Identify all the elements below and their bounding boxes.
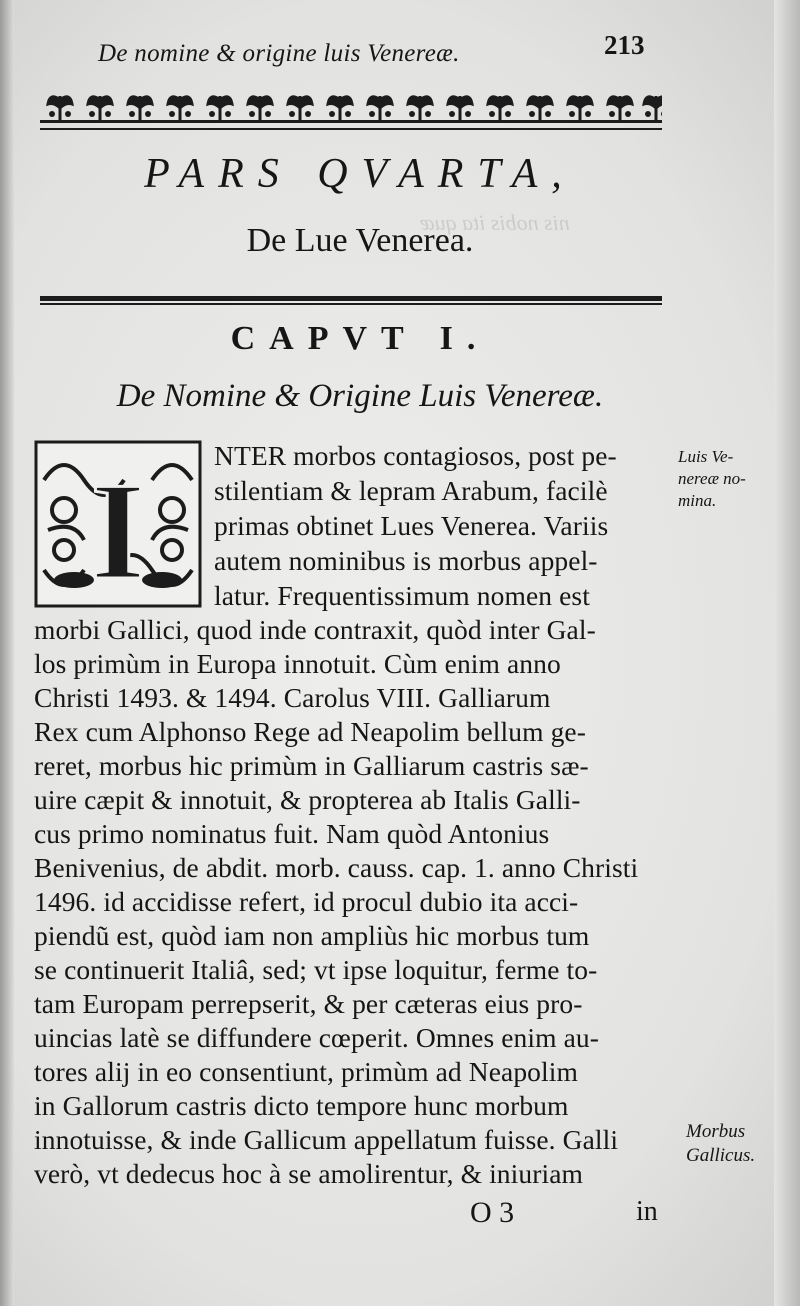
page-edge-shadow (774, 0, 800, 1306)
page-number: 213 (604, 30, 645, 60)
signature-mark: O 3 (470, 1196, 515, 1229)
body-line: autem nominibus is morbus appel- (214, 545, 598, 576)
marginal-note-morbus-gallicus (686, 1120, 755, 1168)
marginal-line: Gallicus. (686, 1145, 756, 1166)
body-line: Christi 1493. & 1494. Carolus VIII. Galliarum (34, 682, 551, 713)
running-head: De nomine & origine luis Venereæ. (98, 40, 460, 67)
body-line: verò, vt dedecus hoc à se amolirentur, & iniuriam (34, 1158, 584, 1189)
body-line: primas obtinet Lues Venerea. Variis (214, 510, 609, 541)
marginal-line: Luis Ve- (678, 447, 734, 466)
body-line: in Gallorum castris dicto tempore hunc morbum (34, 1090, 569, 1121)
marginal-line: Morbus (686, 1121, 746, 1142)
marginal-line: mina. (678, 491, 717, 510)
body-line: Benivenius, de abdit. morb. causs. cap. 1. anno Christi (34, 852, 639, 883)
catchword: in (636, 1196, 658, 1227)
body-line: morbi Gallici, quod inde contraxit, quòd inter Gal- (34, 614, 596, 645)
body-line: tores alij in eo consentiunt, primùm ad Neapolim (34, 1056, 578, 1087)
body-line: uincias latè se diffundere cœperit. Omnes enim au- (34, 1022, 599, 1053)
body-line: reret, morbus hic primùm in Galliarum castris sæ- (34, 750, 589, 781)
initial-letter-glyph: I (90, 454, 146, 608)
body-line: piendũ est, quòd iam non ampliùs hic morbus tum (34, 920, 590, 951)
marginal-line: nereæ no- (678, 469, 746, 488)
body-line: NTER morbos contagiosos, post pe- (214, 440, 617, 471)
section-rule (40, 293, 662, 307)
body-line: 1496. id accidisse refert, id procul dubio ita acci- (34, 886, 579, 917)
body-line: Rex cum Alphonso Rege ad Neapolim bellum ge- (34, 716, 586, 747)
body-line: uire cæpit & innotuit, & propterea ab Italis Galli- (34, 784, 581, 815)
body-line: latur. Frequentissimum nomen est (214, 580, 590, 611)
fleuron-border-ornament (40, 90, 662, 134)
marginal-note-luis-venereae-nomina (678, 446, 746, 512)
body-line: se continuerit Italiâ, sed; vt ipse loquitur, ferme to- (34, 954, 598, 985)
decorated-initial-letter (34, 440, 202, 608)
chapter-number: CAPVT I. (230, 320, 490, 357)
part-title: PARS QVARTA, (144, 151, 576, 197)
part-subtitle: De Lue Venerea. (246, 222, 474, 259)
chapter-heading: De Nomine & Origine Luis Venereæ. (116, 378, 604, 414)
body-line: stilentiam & lepram Arabum, facilè (214, 475, 608, 506)
body-line: innotuisse, & inde Gallicum appellatum fuisse. Galli (34, 1124, 619, 1155)
body-line: tam Europam perrepserit, & per cæteras eius pro- (34, 988, 583, 1019)
page-gutter-shadow (0, 0, 14, 1306)
body-line: cus primo nominatus fuit. Nam quòd Antonius (34, 818, 550, 849)
body-line: los primùm in Europa innotuit. Cùm enim anno (34, 648, 561, 679)
show-through-text: nis nobis ita quæ (420, 210, 570, 235)
